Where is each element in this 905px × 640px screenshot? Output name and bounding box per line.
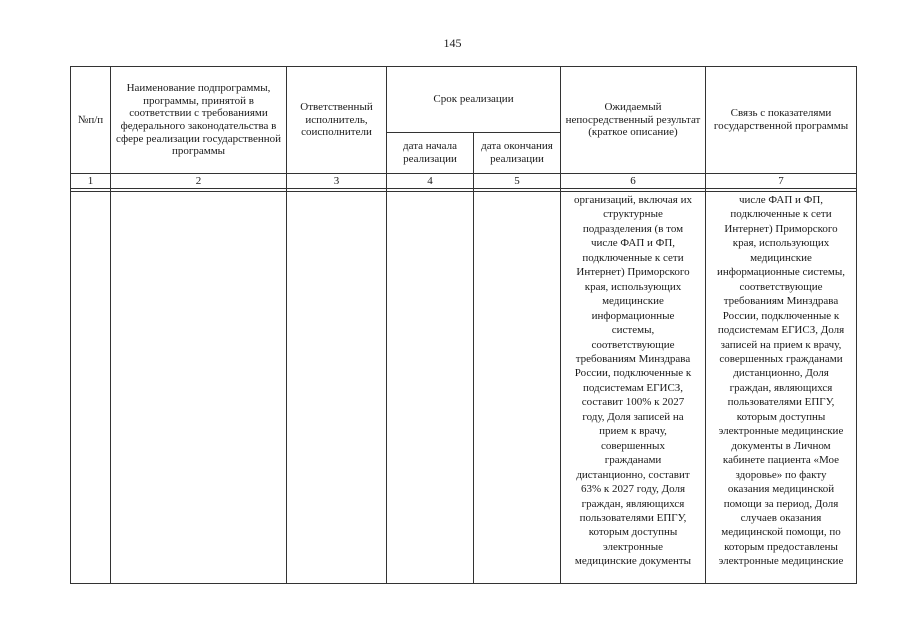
header-subprogram-name: Наименование подпрограммы, программы, принятой в соответствии с требованиями федерального законодательства в сфере реализации государственной программы	[115, 82, 282, 158]
text-line: прием к врачу,	[599, 425, 667, 438]
text-line: составит 100% к 2027	[581, 396, 685, 409]
header-program-indicators: Связь с показателями государственной программы	[713, 107, 849, 132]
text-line: электронные	[602, 540, 664, 553]
text-line: России, подключенные к	[574, 367, 692, 380]
text-line: края, использующих	[584, 280, 682, 293]
text-line: края, использующих	[732, 237, 830, 250]
text-line: случаев оказания	[740, 511, 822, 524]
text-line: России, подключенные к	[722, 309, 840, 322]
text-line: совершенных	[601, 439, 665, 452]
text-line: оказания медицинской	[727, 483, 835, 496]
column-number: 1	[87, 174, 94, 187]
text-line: числе ФАП и ФП,	[590, 237, 676, 250]
text-line: электронные медицинские	[718, 425, 844, 438]
text-line: граждан, являющихся	[729, 381, 833, 394]
text-line: пользователями ЕПГУ,	[579, 511, 687, 524]
text-line: документы в Личном	[731, 439, 831, 452]
text-line: которым доступны	[736, 410, 826, 423]
text-line: соответствующие	[591, 338, 675, 351]
text-line: системы,	[611, 324, 655, 337]
text-line: пользователями ЕПГУ,	[727, 396, 835, 409]
text-line: электронные медицинские	[718, 555, 844, 568]
text-line: медицинской помощи, по	[721, 526, 841, 539]
text-line: требованиям Минздрава	[723, 295, 839, 308]
column-number: 4	[427, 174, 433, 187]
text-line: числе ФАП и ФП,	[738, 194, 824, 206]
text-line: подсистемам ЕГИСЗ, Доля	[717, 324, 845, 337]
text-line: информационные системы,	[716, 266, 845, 279]
text-line: структурные	[603, 208, 663, 221]
column-number: 3	[333, 174, 340, 187]
header-end-date: дата окончания реализации	[481, 140, 553, 165]
text-line: кабинете пациента «Мое	[722, 454, 840, 467]
text-line: информационные	[591, 309, 675, 322]
expected-result-text	[561, 193, 705, 583]
text-line: медицинские	[750, 251, 812, 264]
text-line: 63% к 2027 году, Доля	[580, 483, 686, 496]
header-number: №п/п	[77, 113, 104, 126]
column-number: 6	[630, 174, 636, 187]
text-line: соответствующие	[739, 280, 823, 293]
text-line: году, Доля записей на	[582, 410, 684, 423]
text-line: помощи за период, Доля	[723, 497, 839, 510]
text-line: здоровье» по факту	[735, 468, 827, 481]
text-line: подсистемам ЕГИСЗ,	[582, 381, 684, 394]
header-expected-result: Ожидаемый непосредственный результат (краткое описание)	[565, 101, 701, 139]
text-line: совершенных гражданами	[719, 352, 843, 365]
text-line: Интернет) Приморского	[724, 222, 838, 235]
column-number: 5	[514, 174, 520, 187]
text-line: подключенные к сети	[582, 251, 684, 264]
text-line: записей на прием к врачу,	[720, 338, 842, 351]
text-line: гражданами	[604, 454, 662, 467]
text-line: медицинские	[602, 295, 664, 308]
column-number: 7	[778, 174, 784, 187]
text-line: граждан, являющихся	[581, 497, 685, 510]
text-line: подразделения (в том	[582, 222, 684, 235]
text-line: Интернет) Приморского	[576, 266, 690, 279]
header-responsible-executor: Ответственный исполнитель, соисполнители	[300, 101, 373, 139]
text-line: требованиям Минздрава	[575, 352, 691, 365]
text-line: медицинские документы	[574, 555, 692, 568]
header-start-date: дата начала реализации	[403, 140, 457, 165]
text-line: организаций, включая их	[574, 194, 692, 206]
text-line: которым доступны	[588, 526, 678, 539]
program-indicators-text	[706, 193, 856, 583]
text-line: подключенные к сети	[730, 208, 832, 221]
text-line: которым предоставлены	[724, 540, 838, 553]
column-number: 2	[195, 174, 202, 187]
header-implementation-period: Срок реализации	[433, 93, 514, 106]
text-line: дистанционно, Доля	[733, 367, 829, 380]
text-line: дистанционно, составит	[576, 468, 690, 481]
page-number: 145	[443, 36, 462, 50]
